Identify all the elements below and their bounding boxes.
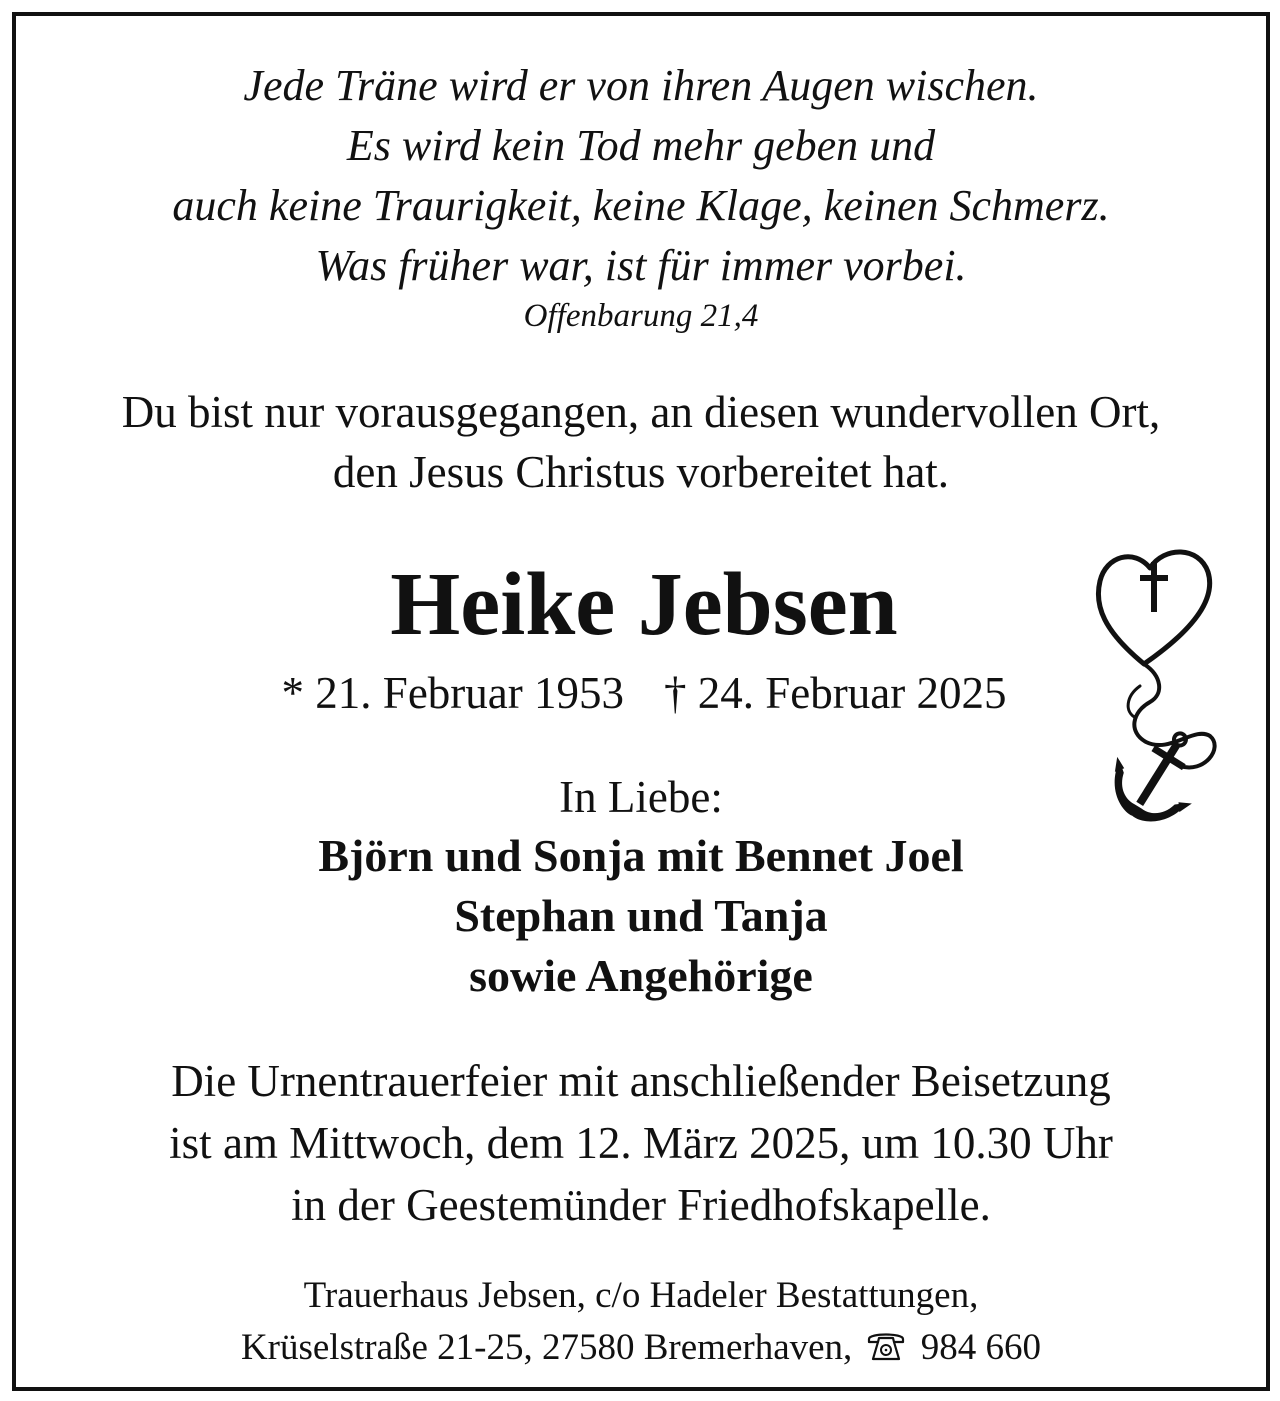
telephone-icon [866,1329,906,1363]
mourner-line: Björn und Sonja mit Bennet Joel [318,830,964,881]
verse-line: Was früher war, ist für immer vorbei. [315,241,967,290]
contact-line [16,1322,1266,1374]
funeral-details [16,1050,1266,1236]
intro-text [16,382,1266,502]
verse-line: auch keine Traurigkeit, keine Klage, keinen Schmerz. [172,181,1110,230]
mourners-label: In Liebe: [559,772,723,822]
obituary-notice [12,12,1270,1391]
birth-date: * 21. Februar 1953 [281,668,624,718]
mourner-line: sowie Angehörige [469,950,813,1001]
deceased-name: Heike Jebsen [390,555,898,654]
bible-verse [16,56,1266,296]
mourner-line: Stephan und Tanja [454,890,828,941]
funeral-line: Die Urnentrauerfeier mit anschließender Beisetzung [171,1056,1111,1106]
funeral-line: ist am Mittwoch, dem 12. März 2025, um 10.30 Uhr [169,1118,1113,1168]
verse-line: Es wird kein Tod mehr geben und [346,121,936,170]
verse-line: Jede Träne wird er von ihren Augen wischen. [243,61,1039,110]
verse-reference: Offenbarung 21,4 [523,298,759,334]
intro-line: den Jesus Christus vorbereitet hat. [332,447,950,497]
intro-line: Du bist nur vorausgegangen, an diesen wundervollen Ort, [121,387,1161,437]
mourners-list [16,826,1266,1006]
contact-address [16,1270,1266,1374]
contact-line: Trauerhaus Jebsen, c/o Hadeler Bestattungen, [303,1275,979,1316]
street-address: Krüselstraße 21-25, 27580 Bremerhaven, [240,1327,853,1368]
death-date: † 24. Februar 2025 [664,668,1007,718]
phone-number: 984 660 [920,1327,1042,1368]
funeral-line: in der Geestemünder Friedhofskapelle. [291,1180,991,1230]
